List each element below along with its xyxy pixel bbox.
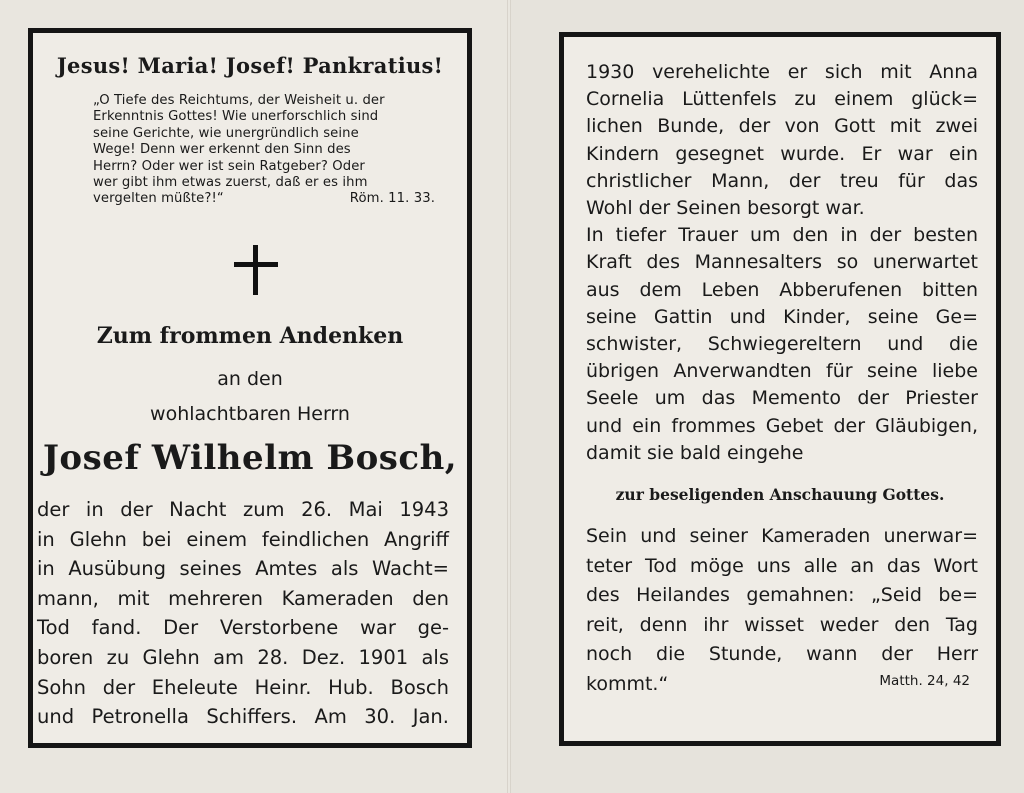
text-line: damit sie bald eingehe — [586, 441, 804, 464]
quote-reference: Röm. 11. 33. — [349, 191, 435, 207]
quote-line: Wege! Denn wer erkennt den Sinn des — [93, 142, 351, 158]
text-line: Sein und seiner Kameraden unerwar= — [586, 525, 978, 547]
text-line: des Heilandes gemahnen: „Seid be= — [586, 584, 978, 607]
an-den-text: an den — [217, 368, 283, 390]
left-card — [28, 28, 472, 748]
text-line: Sohn der Eheleute Heinr. Hub. Bosch — [37, 675, 449, 699]
biography-text — [37, 495, 449, 732]
text-line: In tiefer Trauer um den in der besten — [586, 224, 978, 247]
text-line: in Ausübung seines Amtes als Wacht= — [37, 557, 449, 581]
text-line: lichen Bunde, der von Gott mit zwei — [586, 115, 978, 138]
text-line: reit, denn ihr wisset weder den Tag — [586, 613, 978, 636]
quote-line: Herrn? Oder wer ist sein Ratgeber? Oder — [93, 158, 365, 174]
right-card — [559, 32, 1001, 746]
quote-line-last — [93, 191, 453, 207]
deceased-name: Josef Wilhelm Bosch, — [42, 438, 458, 478]
closing-reference: Matth. 24, 42 — [879, 673, 970, 689]
invocation-heading: Jesus! Maria! Josef! Pankratius! — [56, 53, 444, 78]
quote-line: wer gibt ihm etwas zuerst, daß er es ihm — [93, 175, 368, 191]
text-line: seine Gattin und Kinder, seine Ge= — [586, 305, 978, 328]
quote-line: seine Gerichte, wie unergründlich seine — [93, 125, 359, 141]
text-line: der in der Nacht zum 26. Mai 1943 — [37, 498, 449, 521]
text-line: schwister, Schwiegereltern und die — [586, 333, 978, 356]
text-line: Kraft des Mannesalters so unerwartet — [586, 251, 978, 274]
quote-line: vergelten müßte?!“ — [93, 191, 224, 207]
quote-line: Erkenntnis Gottes! Wie unerforschlich sind — [93, 109, 379, 125]
text-line: und Petronella Schiffers. Am 30. Jan. — [37, 705, 449, 729]
honorific-text: wohlachtbaren Herrn — [150, 403, 350, 425]
cross-icon — [234, 245, 278, 295]
text-line: und ein frommes Gebet der Gläubigen, — [586, 414, 978, 437]
text-line: übrigen Anverwandten für seine liebe — [586, 360, 978, 383]
memorial-heading: Zum frommen Andenken — [96, 323, 404, 349]
text-line: Seele um das Memento der Priester — [586, 387, 978, 410]
scripture-quote — [93, 93, 453, 208]
text-line: noch die Stunde, wann der Herr — [586, 643, 978, 666]
text-line: boren zu Glehn am 28. Dez. 1901 als — [37, 645, 449, 669]
text-line: aus dem Leben Abberufenen bitten — [586, 278, 978, 301]
text-line: Wohl der Seinen besorgt war. — [586, 197, 865, 220]
closing-heading: zur beseligenden Anschauung Gottes. — [615, 485, 945, 504]
page-fold — [507, 0, 511, 793]
text-line: Cornelia Lüttenfels zu einem glück= — [586, 88, 978, 111]
text-line: Tod fand. Der Verstorbene war ge- — [37, 616, 449, 640]
text-line: teter Tod möge uns alle an das Wort — [586, 554, 978, 577]
text-line: kommt.“ — [586, 672, 669, 695]
text-line: mann, mit mehreren Kameraden den — [37, 586, 449, 610]
text-line: 1930 verehelichte er sich mit Anna — [586, 61, 978, 83]
continuation-text — [586, 59, 978, 467]
text-line: in Glehn bei einem feindlichen Angriff — [37, 527, 449, 551]
text-line: Kindern gesegnet wurde. Er war ein — [586, 142, 978, 165]
text-line: christlicher Mann, der treu für das — [586, 169, 978, 192]
quote-line: „O Tiefe des Reichtums, der Weisheit u. der — [93, 93, 385, 108]
